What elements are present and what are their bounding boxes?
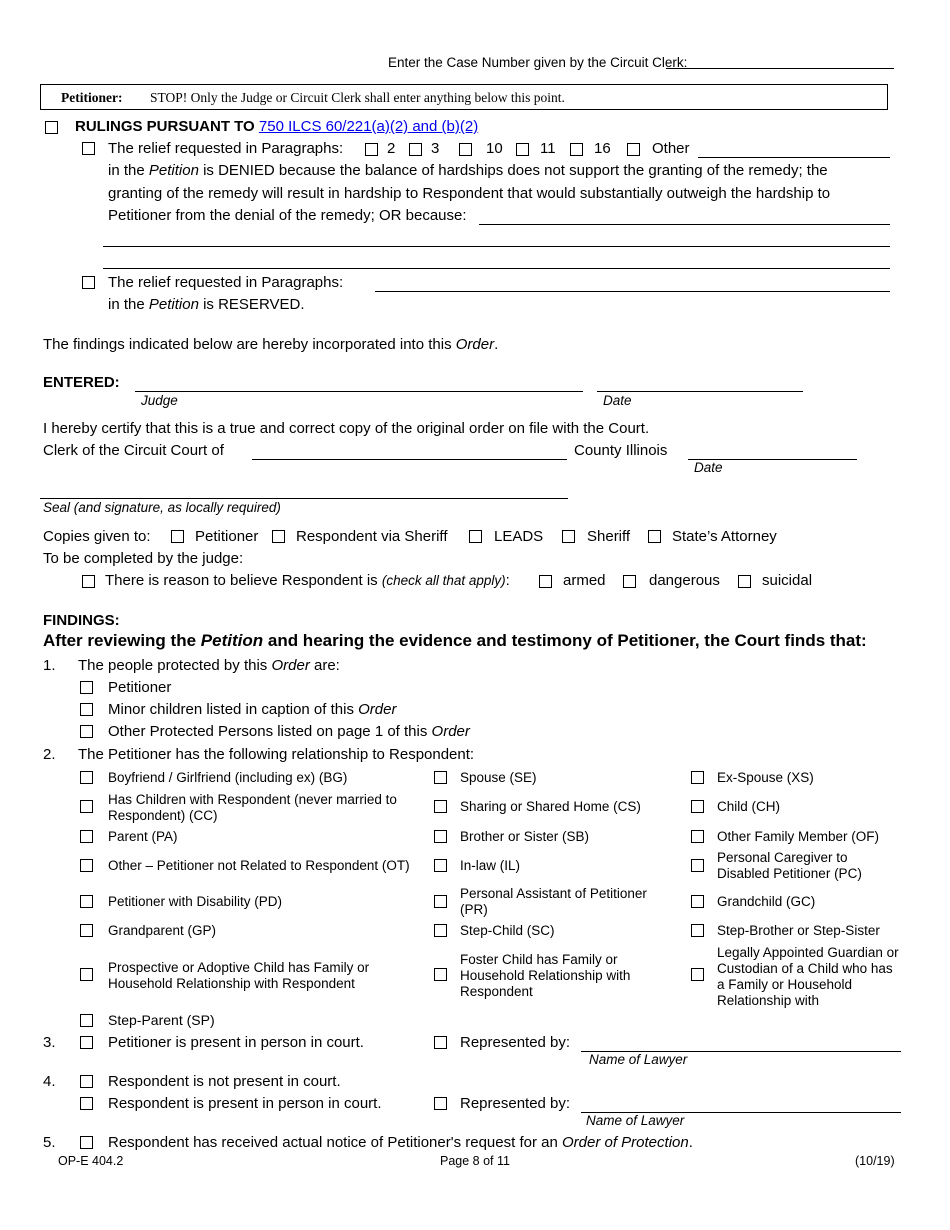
rel-se-label: Spouse (SE) — [460, 770, 537, 785]
reason-text: There is reason to believe Respondent is (check all that apply): — [105, 572, 510, 589]
copy-leads-label: LEADS — [494, 528, 544, 545]
copy-states-attorney-checkbox[interactable] — [648, 530, 661, 543]
dangerous-label: dangerous — [649, 572, 720, 589]
rel-gp-label: Grandparent (GP) — [108, 923, 217, 938]
item-5-number: 5. — [43, 1134, 56, 1151]
rel-of-checkbox[interactable] — [691, 830, 704, 843]
copy-sheriff-checkbox[interactable] — [562, 530, 575, 543]
rel-il-label: In-law (IL) — [460, 858, 521, 873]
rel-prospective-child-label: Prospective or Adoptive Child has Family or Household Relationship with Respondent — [108, 960, 370, 991]
rel-sb-checkbox[interactable] — [434, 830, 447, 843]
case-number-label: Enter the Case Number given by the Circuit Clerk: — [388, 55, 688, 70]
rel-guardian-label: Legally Appointed Guardian or Custodian of a Child who has a Family or Household Relationship with — [717, 945, 899, 1008]
petitioner-label: Petitioner: — [61, 90, 123, 105]
petitioner-represented-label: Represented by: — [460, 1034, 571, 1051]
rel-sp-checkbox[interactable] — [80, 1014, 93, 1027]
rel-pr-label: Personal Assistant of Petitioner (PR) — [460, 886, 647, 917]
rel-step-sibling-checkbox[interactable] — [691, 924, 704, 937]
rel-sb-label: Brother or Sister (SB) — [460, 829, 590, 844]
para-11-label: 11 — [540, 140, 556, 157]
entered-date-field[interactable] — [597, 391, 803, 392]
rel-gc-checkbox[interactable] — [691, 895, 704, 908]
respondent-present-checkbox[interactable] — [80, 1097, 93, 1110]
denied-line-3: Petitioner from the denial of the remedy; OR because: — [108, 207, 467, 224]
findings-incorporated: The findings indicated below are hereby incorporated into this Order. — [43, 336, 499, 353]
denied-reason-line-2[interactable] — [103, 246, 890, 247]
reason-checkbox[interactable] — [82, 575, 95, 588]
certify-date-label: Date — [694, 460, 723, 475]
reserved-paragraphs-field[interactable] — [375, 291, 890, 292]
rel-pa-label: Parent (PA) — [108, 829, 178, 844]
dangerous-checkbox[interactable] — [623, 575, 636, 588]
rel-guardian-checkbox[interactable] — [691, 968, 704, 981]
petitioner-lawyer-label: Name of Lawyer — [589, 1052, 688, 1067]
judge-label: Judge — [141, 393, 178, 408]
protected-others-label: Other Protected Persons listed on page 1 of this Order — [108, 723, 470, 740]
protected-petitioner-checkbox[interactable] — [80, 681, 93, 694]
petitioner-stop-box — [40, 84, 888, 110]
respondent-present-label: Respondent is present in person in court. — [108, 1095, 382, 1112]
judge-section-label: To be completed by the judge: — [43, 550, 244, 567]
copy-petitioner-checkbox[interactable] — [171, 530, 184, 543]
rel-sc-label: Step-Child (SC) — [460, 923, 555, 938]
judge-signature-field[interactable] — [135, 391, 583, 392]
rel-ch-label: Child (CH) — [717, 799, 781, 814]
rel-cs-label: Sharing or Shared Home (CS) — [460, 799, 641, 814]
rel-se-checkbox[interactable] — [434, 771, 447, 784]
para-11-checkbox[interactable] — [516, 143, 529, 156]
rel-pc-checkbox[interactable] — [691, 859, 704, 872]
rel-xs-label: Ex-Spouse (XS) — [717, 770, 814, 785]
rel-gp-checkbox[interactable] — [80, 924, 93, 937]
findings-intro: After reviewing the Petition and hearing the evidence and testimony of Petitioner, the Court finds that: — [43, 631, 867, 650]
para-other-checkbox[interactable] — [627, 143, 640, 156]
protected-others-checkbox[interactable] — [80, 725, 93, 738]
rel-xs-checkbox[interactable] — [691, 771, 704, 784]
rulings-title: RULINGS PURSUANT TO 750 ILCS 60/221(a)(2) and (b)(2) — [75, 118, 479, 135]
rel-prospective-child-checkbox[interactable] — [80, 968, 93, 981]
item-3-number: 3. — [43, 1034, 56, 1051]
reserved-checkbox[interactable] — [82, 276, 95, 289]
para-10-checkbox[interactable] — [459, 143, 472, 156]
denied-line-1: in the Petition is DENIED because the balance of hardships does not support the granting of the remedy; the — [108, 162, 828, 179]
rel-pa-checkbox[interactable] — [80, 830, 93, 843]
rel-pr-checkbox[interactable] — [434, 895, 447, 908]
actual-notice-label: Respondent has received actual notice of Petitioner's request for an Order of Protection. — [108, 1134, 693, 1151]
clerk-label: Clerk of the Circuit Court of — [43, 442, 224, 459]
rel-bg-label: Boyfriend / Girlfriend (including ex) (BG) — [108, 770, 348, 785]
rel-foster-child-label: Foster Child has Family or Household Relationship with Respondent — [460, 952, 631, 999]
county-label: County Illinois — [574, 442, 668, 459]
rel-cc-label: Has Children with Respondent (never married to Respondent) (CC) — [108, 792, 397, 823]
item-2-number: 2. — [43, 746, 56, 763]
armed-label: armed — [563, 572, 606, 589]
denied-reason-field[interactable] — [479, 224, 890, 225]
rel-ch-checkbox[interactable] — [691, 800, 704, 813]
para-3-label: 3 — [431, 140, 440, 157]
petitioner-represented-checkbox[interactable] — [434, 1036, 447, 1049]
case-number-field[interactable] — [666, 68, 894, 69]
item-2-text: The Petitioner has the following relationship to Respondent: — [78, 746, 475, 763]
respondent-lawyer-label: Name of Lawyer — [586, 1113, 685, 1128]
respondent-represented-checkbox[interactable] — [434, 1097, 447, 1110]
findings-title: FINDINGS: — [43, 612, 120, 629]
armed-checkbox[interactable] — [539, 575, 552, 588]
county-field[interactable] — [252, 459, 567, 460]
rel-sc-checkbox[interactable] — [434, 924, 447, 937]
copy-sheriff-label: Sheriff — [587, 528, 631, 545]
denied-reason-line-3[interactable] — [103, 268, 890, 269]
copy-states-attorney-label: State’s Attorney — [672, 528, 777, 545]
para-10-label: 10 — [486, 140, 503, 157]
para-other-field[interactable] — [698, 157, 890, 158]
copy-respondent-checkbox[interactable] — [272, 530, 285, 543]
rel-foster-child-checkbox[interactable] — [434, 968, 447, 981]
suicidal-checkbox[interactable] — [738, 575, 751, 588]
reserved-lead: The relief requested in Paragraphs: — [108, 274, 344, 291]
respondent-absent-label: Respondent is not present in court. — [108, 1073, 341, 1090]
rel-cs-checkbox[interactable] — [434, 800, 447, 813]
denied-line-2: granting of the remedy will result in hardship to Respondent that would substantially outweigh the hardship to — [108, 185, 831, 202]
rel-gc-label: Grandchild (GC) — [717, 894, 816, 909]
para-16-checkbox[interactable] — [570, 143, 583, 156]
respondent-represented-label: Represented by: — [460, 1095, 571, 1112]
para-16-label: 16 — [594, 140, 611, 157]
petitioner-present-label: Petitioner is present in person in court. — [108, 1034, 364, 1051]
rulings-checkbox[interactable] — [45, 121, 58, 134]
para-2-checkbox[interactable] — [365, 143, 378, 156]
rel-cc-checkbox[interactable] — [80, 800, 93, 813]
item-1-number: 1. — [43, 657, 56, 674]
certify-text: I hereby certify that this is a true and correct copy of the original order on file with the Court. — [43, 420, 650, 437]
statute-link[interactable]: 750 ILCS 60/221(a)(2) and (b)(2) — [258, 118, 479, 135]
denied-lead: The relief requested in Paragraphs: — [108, 140, 344, 157]
entered-date-label: Date — [603, 393, 632, 408]
protected-minors-checkbox[interactable] — [80, 703, 93, 716]
seal-label: Seal (and signature, as locally required) — [43, 500, 281, 515]
item-1-text: The people protected by this Order are: — [78, 657, 340, 674]
para-3-checkbox[interactable] — [409, 143, 422, 156]
copy-petitioner-label: Petitioner — [195, 528, 259, 545]
reserved-line: in the Petition is RESERVED. — [108, 296, 305, 313]
rel-of-label: Other Family Member (OF) — [717, 829, 880, 844]
protected-minors-label: Minor children listed in caption of this Order — [108, 701, 397, 718]
stop-notice: STOP! Only the Judge or Circuit Clerk shall enter anything below this point. — [150, 90, 565, 105]
para-other-label: Other — [652, 140, 690, 157]
denied-checkbox[interactable] — [82, 142, 95, 155]
rel-step-sibling-label: Step-Brother or Step-Sister — [717, 923, 880, 938]
suicidal-label: suicidal — [762, 572, 813, 589]
rel-pd-label: Petitioner with Disability (PD) — [108, 894, 283, 909]
page-number: Page 8 of 11 — [440, 1154, 510, 1168]
seal-field[interactable] — [40, 498, 568, 499]
copy-respondent-label: Respondent via Sheriff — [296, 528, 448, 545]
revision-date: (10/19) — [855, 1154, 895, 1168]
item-4-number: 4. — [43, 1073, 56, 1090]
rel-ot-checkbox[interactable] — [80, 859, 93, 872]
para-2-label: 2 — [387, 140, 396, 157]
form-id: OP-E 404.2 — [58, 1154, 124, 1168]
actual-notice-checkbox[interactable] — [80, 1136, 93, 1149]
rel-pc-label: Personal Caregiver to Disabled Petitioner (PC) — [717, 850, 862, 881]
copies-label: Copies given to: — [43, 528, 151, 545]
respondent-absent-checkbox[interactable] — [80, 1075, 93, 1088]
rel-ot-label: Other – Petitioner not Related to Respondent (OT) — [108, 858, 410, 873]
copy-leads-checkbox[interactable] — [469, 530, 482, 543]
protected-petitioner-label: Petitioner — [108, 679, 172, 696]
entered-label: ENTERED: — [43, 374, 120, 391]
petitioner-present-checkbox[interactable] — [80, 1036, 93, 1049]
rel-il-checkbox[interactable] — [434, 859, 447, 872]
rel-pd-checkbox[interactable] — [80, 895, 93, 908]
rel-sp-label: Step-Parent (SP) — [108, 1012, 215, 1028]
rel-bg-checkbox[interactable] — [80, 771, 93, 784]
